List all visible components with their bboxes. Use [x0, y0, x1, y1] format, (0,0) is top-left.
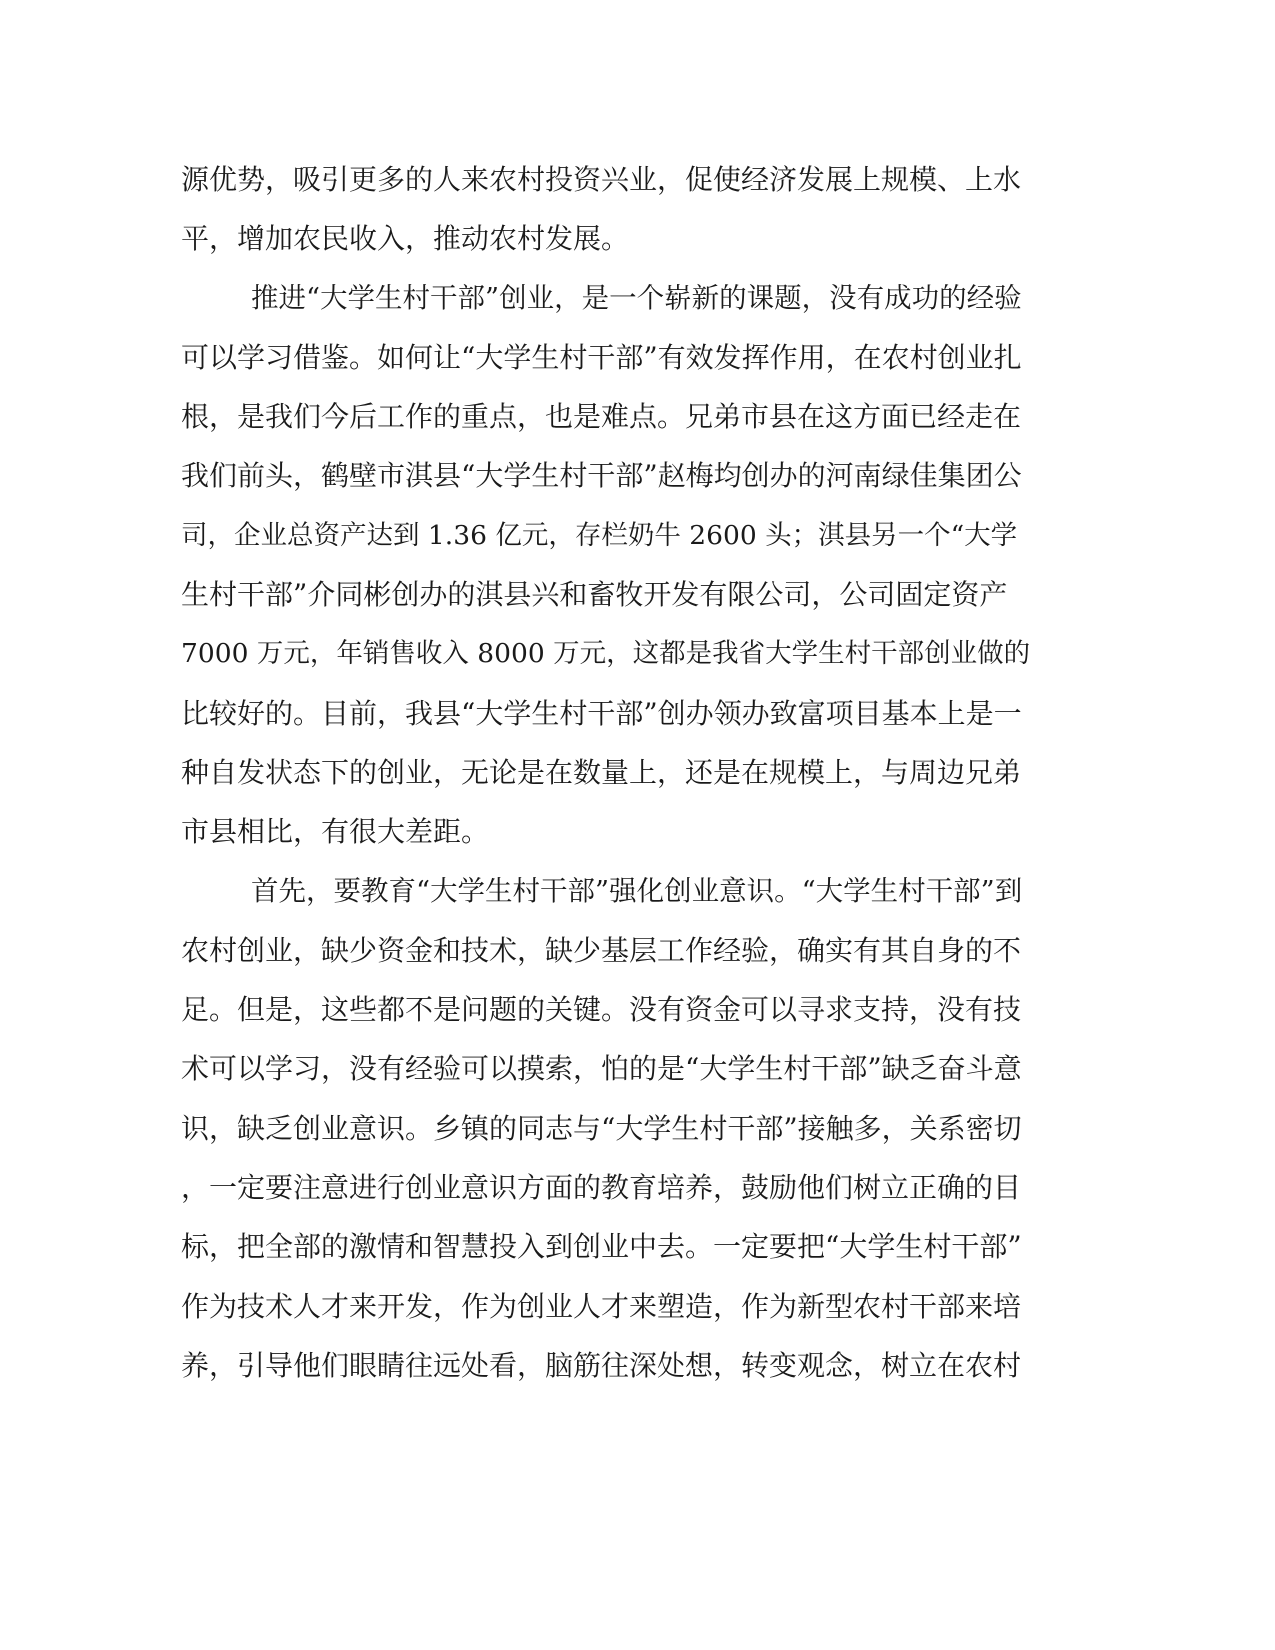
text-line: 养，引导他们眼睛往远处看，脑筋往深处想，转变观念，树立在农村	[181, 1348, 1022, 1382]
text-line: 7000 万元，年销售收入 8000 万元，这都是我省大学生村干部创业做的	[181, 638, 1031, 670]
text-line: 源优势，吸引更多的人来农村投资兴业，促使经济发展上规模、上水	[181, 163, 1022, 196]
text-line: 根，是我们今后工作的重点，也是难点。兄弟市县在这方面已经走在	[181, 400, 1022, 434]
text-line: 比较好的。目前，我县“大学生村干部”创办领办致富项目基本上是一	[181, 696, 1022, 730]
text-line: 市县相比，有很大差距。	[181, 815, 490, 849]
text-line: ，一定要注意进行创业意识方面的教育培养，鼓励他们树立正确的目	[181, 1171, 1022, 1205]
text-line: 生村干部”介同彬创办的淇县兴和畜牧开发有限公司，公司固定资产	[181, 578, 1008, 612]
text-line: 种自发状态下的创业，无论是在数量上，还是在规模上，与周边兄弟	[181, 755, 1022, 789]
text-line: 识，缺乏创业意识。乡镇的同志与“大学生村干部”接触多，关系密切	[181, 1111, 1022, 1145]
text-line: 可以学习借鉴。如何让“大学生村干部”有效发挥作用，在农村创业扎	[181, 340, 1022, 374]
text-line: 标，把全部的激情和智慧投入到创业中去。一定要把“大学生村干部”	[181, 1230, 1022, 1264]
text-line: 平，增加农民收入，推动农村发展。	[181, 222, 630, 256]
text-line: 司，企业总资产达到 1.36 亿元，存栏奶牛 2600 头；淇县另一个“大学	[181, 519, 1018, 551]
text-line: 作为技术人才来开发，作为创业人才来塑造，作为新型农村干部来培	[181, 1289, 1022, 1323]
text-line: 足。但是，这些都不是问题的关键。没有资金可以寻求支持，没有技	[181, 993, 1022, 1027]
text-line: 首先，要教育“大学生村干部”强化创业意识。“大学生村干部”到	[251, 874, 1023, 907]
document-body	[181, 150, 1031, 1395]
text-line: 推进“大学生村干部”创业，是一个崭新的课题，没有成功的经验	[251, 281, 1022, 314]
text-line: 术可以学习，没有经验可以摸索，怕的是“大学生村干部”缺乏奋斗意	[181, 1052, 1022, 1086]
text-line: 农村创业，缺少资金和技术，缺少基层工作经验，确实有其自身的不	[181, 933, 1022, 967]
text-line: 我们前头，鹤壁市淇县“大学生村干部”赵梅均创办的河南绿佳集团公	[181, 459, 1022, 493]
